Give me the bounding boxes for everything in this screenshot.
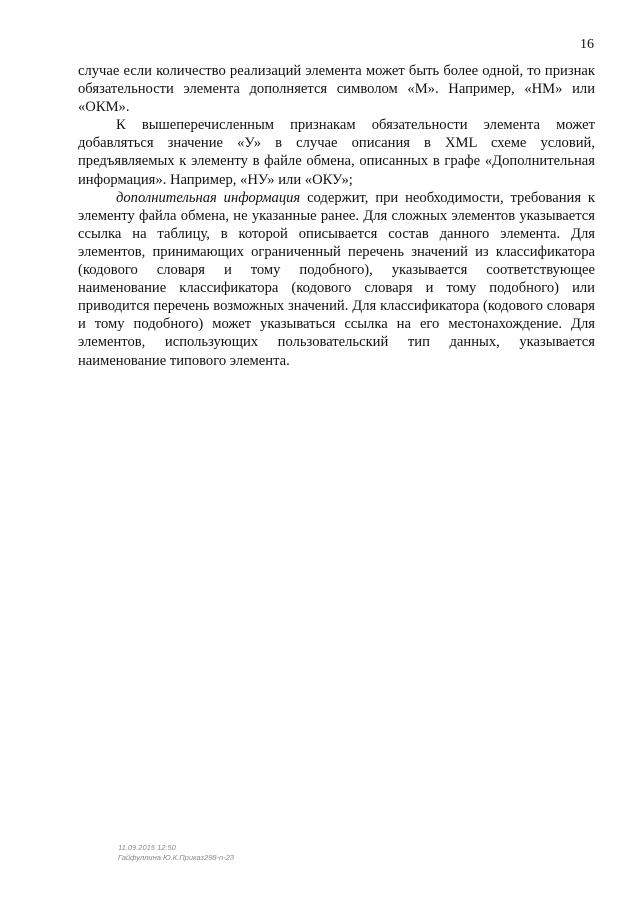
paragraph-additional-info [78, 189, 595, 370]
paragraph-additional-info-text: содержит, при необходимости, требования к элементу файла обмена, не указанные ранее. Для сложных элементов указывается ссылка на таблицу, в которой описывается состав данного элемента. Для элементов, принимающих ограниченный перечень значений из классификатора (кодового словаря и тому подобного), указывается соответствующее наименование классификатора (кодового словаря и тому подобного) или приводится перечень возможных значений. Для классификатора (кодового словаря и тому подобного) может указываться ссылка на его местонахождение. Для элементов, использующих пользовательский тип данных, указывается наименование типового элемента. [78, 189, 595, 369]
paragraph-continuation: случае если количество реализаций элемента может быть более одной, то признак обязательности элемента дополняется символом «М». Например, «НМ» или «ОКМ». [78, 63, 595, 116]
footer-document-ref: Гайфуллина Ю.К.Приказ298-n-23 [118, 853, 235, 862]
page-number: 16 [580, 37, 594, 52]
footer-stamp [118, 843, 234, 863]
paragraph-mandatory-sign: К вышеперечисленным признакам обязательности элемента может добавляться значение «У» в случае описания в XML схеме условий, предъявляемых к элементу в файле обмена, описанных в графе «Дополнительная информация». Например, «НУ» или «ОКУ»; [78, 117, 595, 188]
document-body [78, 62, 595, 370]
term-additional-info: дополнительная информация [116, 189, 301, 206]
footer-timestamp: 11.09.2015 12:50 [118, 843, 176, 852]
